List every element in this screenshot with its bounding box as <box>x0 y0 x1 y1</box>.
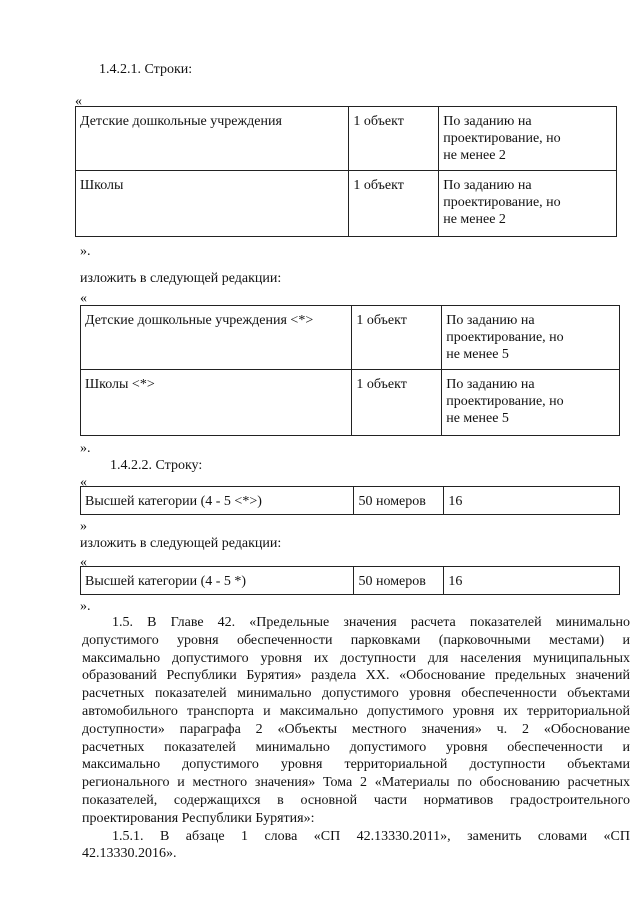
open-quote: « <box>80 555 87 570</box>
table-cell-name: Школы <*> <box>81 370 352 436</box>
table-cell-note: По заданию на проектирование, но не менее 2 <box>439 107 617 171</box>
paragraph-1-5 <box>82 614 630 863</box>
table-cell-value: 16 <box>444 567 620 595</box>
open-quote: « <box>80 475 87 490</box>
table-cell-name: Школы <box>76 171 349 237</box>
section-heading-1-4-2-1: 1.4.2.1. Строки: <box>99 62 193 77</box>
table-rows-old <box>75 106 617 237</box>
table-cell-name: Высшей категории (4 - 5 <*>) <box>81 487 354 515</box>
table-row <box>81 567 620 595</box>
open-quote: « <box>80 291 87 306</box>
paragraph-line: проектирования Республики Бурятия»: <box>82 810 315 826</box>
section-heading-1-4-2-2: 1.4.2.2. Строку: <box>110 458 203 473</box>
table-cell-qty: 50 номеров <box>354 567 444 595</box>
table-cell-qty: 1 объект <box>349 107 439 171</box>
table-row-category-old <box>80 486 620 515</box>
table-cell-name: Детские дошкольные учреждения <box>76 107 349 171</box>
paragraph-line: доступности» параграфа 2 «Объекты местного значения» ч. 2 «Обоснование <box>82 721 630 737</box>
paragraph-line: показателей, содержащихся в основной части нормативов градостроительного <box>82 792 630 808</box>
paragraph-line-1-5-1: 42.13330.2016». <box>82 846 177 862</box>
table-row <box>81 306 620 370</box>
paragraph-line-1-5-1: 1.5.1. В абзаце 1 слова «СП 42.13330.2011», заменить словами «СП <box>112 828 630 844</box>
table-cell-note: По заданию на проектирование, но не менее 2 <box>439 171 617 237</box>
table-rows-new <box>80 305 620 436</box>
paragraph-line: максимально допустимого уровня территориальной доступности объектами <box>82 757 630 773</box>
table-cell-qty: 1 объект <box>349 171 439 237</box>
table-cell-name: Детские дошкольные учреждения <*> <box>81 306 352 370</box>
redaction-text: изложить в следующей редакции: <box>80 536 282 551</box>
close-quote: ». <box>80 599 91 614</box>
table-cell-value: 16 <box>444 487 620 515</box>
open-quote: « <box>75 94 82 109</box>
paragraph-line: расчетных показателей минимально допустимого уровня обеспеченности объектами <box>82 686 630 702</box>
table-row <box>76 171 617 237</box>
paragraph-line: автомобильного транспорта и максимально допустимого уровня их территориальной <box>82 703 630 719</box>
close-quote: ». <box>80 244 91 259</box>
paragraph-line: 1.5. В Главе 42. «Предельные значения расчета показателей минимально <box>112 615 630 630</box>
paragraph-line: расчетных показателей минимально допустимого уровня обеспеченности и <box>82 739 630 755</box>
table-cell-note: По заданию на проектирование, но не менее 5 <box>442 306 620 370</box>
redaction-text: изложить в следующей редакции: <box>80 271 282 286</box>
table-cell-qty: 50 номеров <box>354 487 444 515</box>
table-row <box>81 487 620 515</box>
table-cell-note: По заданию на проектирование, но не менее 5 <box>442 370 620 436</box>
table-cell-qty: 1 объект <box>352 306 442 370</box>
paragraph-line: допустимого уровня обеспеченности парковками (парковочными местами) и <box>82 632 630 648</box>
table-cell-name: Высшей категории (4 - 5 *) <box>81 567 354 595</box>
paragraph-line: максимально допустимого уровня их доступности для населения муниципальных <box>82 650 630 666</box>
close-quote: » <box>80 519 87 534</box>
paragraph-line: регионального и местного значения» Тома 2 «Материалы по обоснованию расчетных <box>82 775 630 791</box>
table-row-category-new <box>80 566 620 595</box>
table-row <box>81 370 620 436</box>
close-quote: ». <box>80 441 91 456</box>
table-row <box>76 107 617 171</box>
table-cell-qty: 1 объект <box>352 370 442 436</box>
paragraph-line: образований Республики Бурятия» раздела XX. «Обоснование предельных значений <box>82 668 630 684</box>
